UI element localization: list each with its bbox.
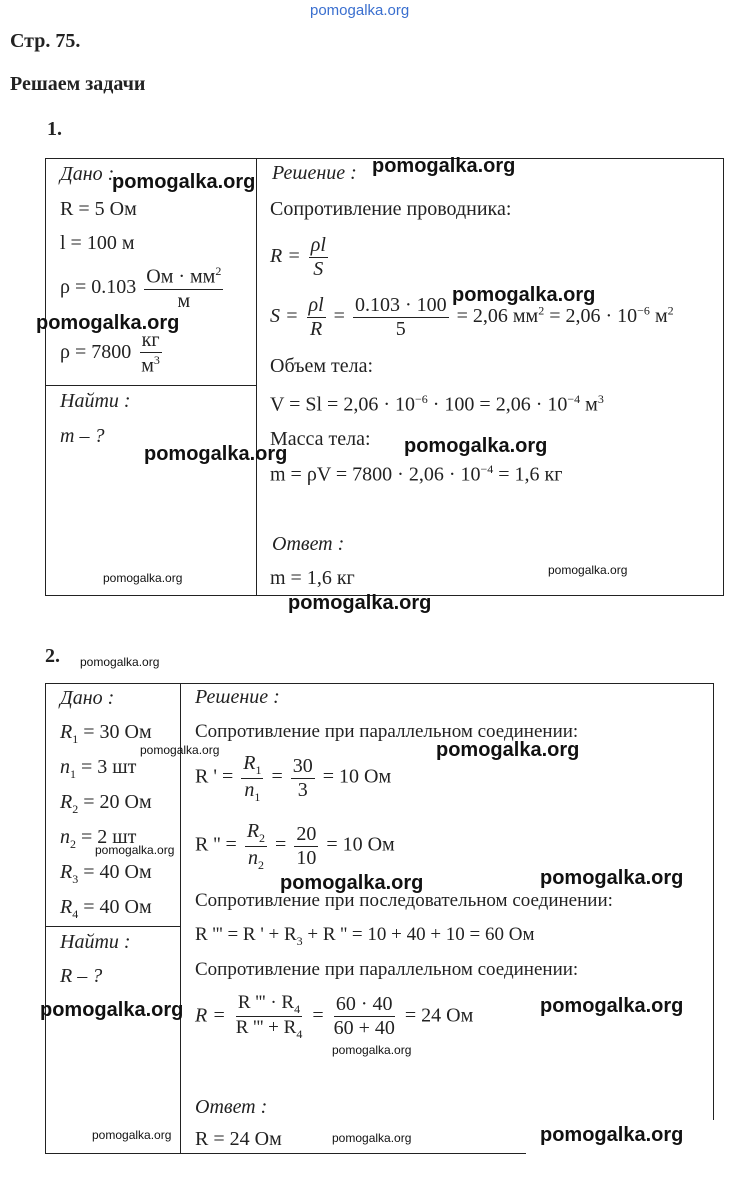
task1-line-volume: Объем тела: — [270, 355, 374, 377]
task1-given-l: l = 100 м — [60, 232, 135, 254]
task2-answer-value: R = 24 Ом — [195, 1128, 282, 1150]
task1-formula-V: $V = Sl = 2,06 \cdot 10^{-6} \cdot 100 = 2,06 \cdot 10^{-4}$ $м^3$ — [270, 392, 604, 416]
watermark[interactable]: pomogalka.org — [548, 563, 628, 577]
task1-given-rho1: ρ = 0.103 $\frac{Ом \cdot мм^2}{м}$ — [60, 264, 222, 312]
watermark[interactable]: pomogalka.org — [95, 843, 175, 857]
task2-formula-R-prime: R ' = $\frac{R_1}{n_1}$ = $\frac{30}{3}$ = 10 Ом — [195, 752, 392, 804]
task2-solution-label: Решение : — [195, 686, 280, 708]
watermark[interactable]: pomogalka.org — [40, 999, 184, 1021]
task1-given-label: Дано : — [60, 163, 115, 185]
page-number: Стр. 75. — [10, 30, 81, 52]
task1-line-resistance: Сопротивление проводника: — [270, 198, 512, 220]
watermark-top[interactable]: pomogalka.org — [310, 2, 410, 19]
task2-border-right — [713, 683, 714, 1120]
task2-find-value: R – ? — [60, 965, 103, 987]
watermark[interactable]: pomogalka.org — [332, 1131, 412, 1145]
watermark[interactable]: pomogalka.org — [288, 592, 432, 614]
task1-solution-label: Решение : — [272, 162, 357, 184]
task1-line-mass: Масса тела: — [270, 428, 371, 450]
task1-border-left — [45, 158, 46, 596]
watermark[interactable]: pomogalka.org — [372, 155, 516, 177]
watermark[interactable]: pomogalka.org — [540, 1124, 684, 1146]
task2-border-left — [45, 683, 46, 1154]
task2-given-n1: $n_1 = 3$ шт — [60, 756, 137, 781]
task1-given-R: R = 5 Ом — [60, 198, 137, 220]
task1-formula-m: $m = \rho V = 7800 \cdot 2,06 \cdot 10^{-4} = 1,6$ кг — [270, 462, 563, 486]
task1-border-right — [723, 158, 724, 596]
watermark[interactable]: pomogalka.org — [80, 655, 160, 669]
watermark[interactable]: pomogalka.org — [140, 743, 220, 757]
task2-border-top — [45, 683, 714, 684]
task2-given-R4: $R_4 = 40$ Ом — [60, 896, 152, 921]
task1-number: 1. — [47, 118, 62, 140]
task2-number: 2. — [45, 645, 60, 667]
task2-given-n2: $n_2 = 2$ шт — [60, 826, 137, 851]
section-title: Решаем задачи — [10, 73, 146, 95]
task2-formula-R-triple-prime: R ''' = R ' + $R_3 + R$ '' = 10 + 40 + 10 = 60 Ом — [195, 924, 535, 948]
task2-formula-R-total: R = $\frac{R ''' \cdot R_4}{R ''' + R_4}$ = $\frac{60 \cdot 40}{60 + 40}$ = 24 Ом — [195, 992, 474, 1042]
task1-find-label: Найти : — [60, 390, 131, 412]
task1-given-rho2: ρ = 7800 $\frac{кг}{м^3}$ — [60, 329, 160, 377]
task2-answer-label: Ответ : — [195, 1096, 268, 1118]
task2-line-parallel-1: Сопротивление при параллельном соединении: — [195, 721, 579, 742]
watermark[interactable]: pomogalka.org — [144, 443, 288, 465]
task1-divider-horizontal — [45, 385, 257, 386]
task2-given-label: Дано : — [60, 687, 115, 709]
watermark[interactable]: pomogalka.org — [540, 995, 684, 1017]
task2-divider-horizontal — [45, 926, 181, 927]
task1-formula-S: S = $\frac{\rho l}{R}$ = $\frac{0.103 \cdot 100}{5}$ = 2,06 $мм^2 = 2,06 \cdot 10^{-6}$ $м^2$ — [270, 294, 674, 340]
task2-given-R2: $R_2 = 20$ Ом — [60, 791, 152, 816]
task2-given-R3: $R_3 = 40$ Ом — [60, 861, 152, 886]
task2-formula-R-double-prime: R '' = $\frac{R_2}{n_2}$ = $\frac{20}{10}$ = 10 Ом — [195, 820, 395, 872]
task2-find-label: Найти : — [60, 931, 131, 953]
watermark[interactable]: pomogalka.org — [103, 571, 183, 585]
task2-line-series: Сопротивление при последовательном соединении: — [195, 890, 613, 911]
task1-answer-label: Ответ : — [272, 533, 345, 555]
watermark[interactable]: pomogalka.org — [36, 312, 180, 334]
watermark[interactable]: pomogalka.org — [332, 1043, 412, 1057]
task1-divider-vertical — [256, 158, 257, 596]
watermark[interactable]: pomogalka.org — [112, 171, 256, 193]
watermark[interactable]: pomogalka.org — [452, 284, 596, 306]
task1-find-value: m – ? — [60, 425, 105, 447]
task1-answer-value: m = 1,6 кг — [270, 567, 355, 589]
watermark[interactable]: pomogalka.org — [280, 872, 424, 894]
watermark[interactable]: pomogalka.org — [404, 435, 548, 457]
watermark[interactable]: pomogalka.org — [92, 1128, 172, 1142]
watermark[interactable]: pomogalka.org — [436, 739, 580, 761]
task1-formula-R: R = $\frac{\rho l}{S}$ — [270, 234, 326, 280]
task2-line-parallel-2: Сопротивление при параллельном соединении: — [195, 959, 579, 980]
watermark[interactable]: pomogalka.org — [540, 867, 684, 889]
task2-given-R1: $R_1 = 30$ Ом — [60, 721, 152, 746]
task2-border-bottom — [45, 1153, 526, 1154]
